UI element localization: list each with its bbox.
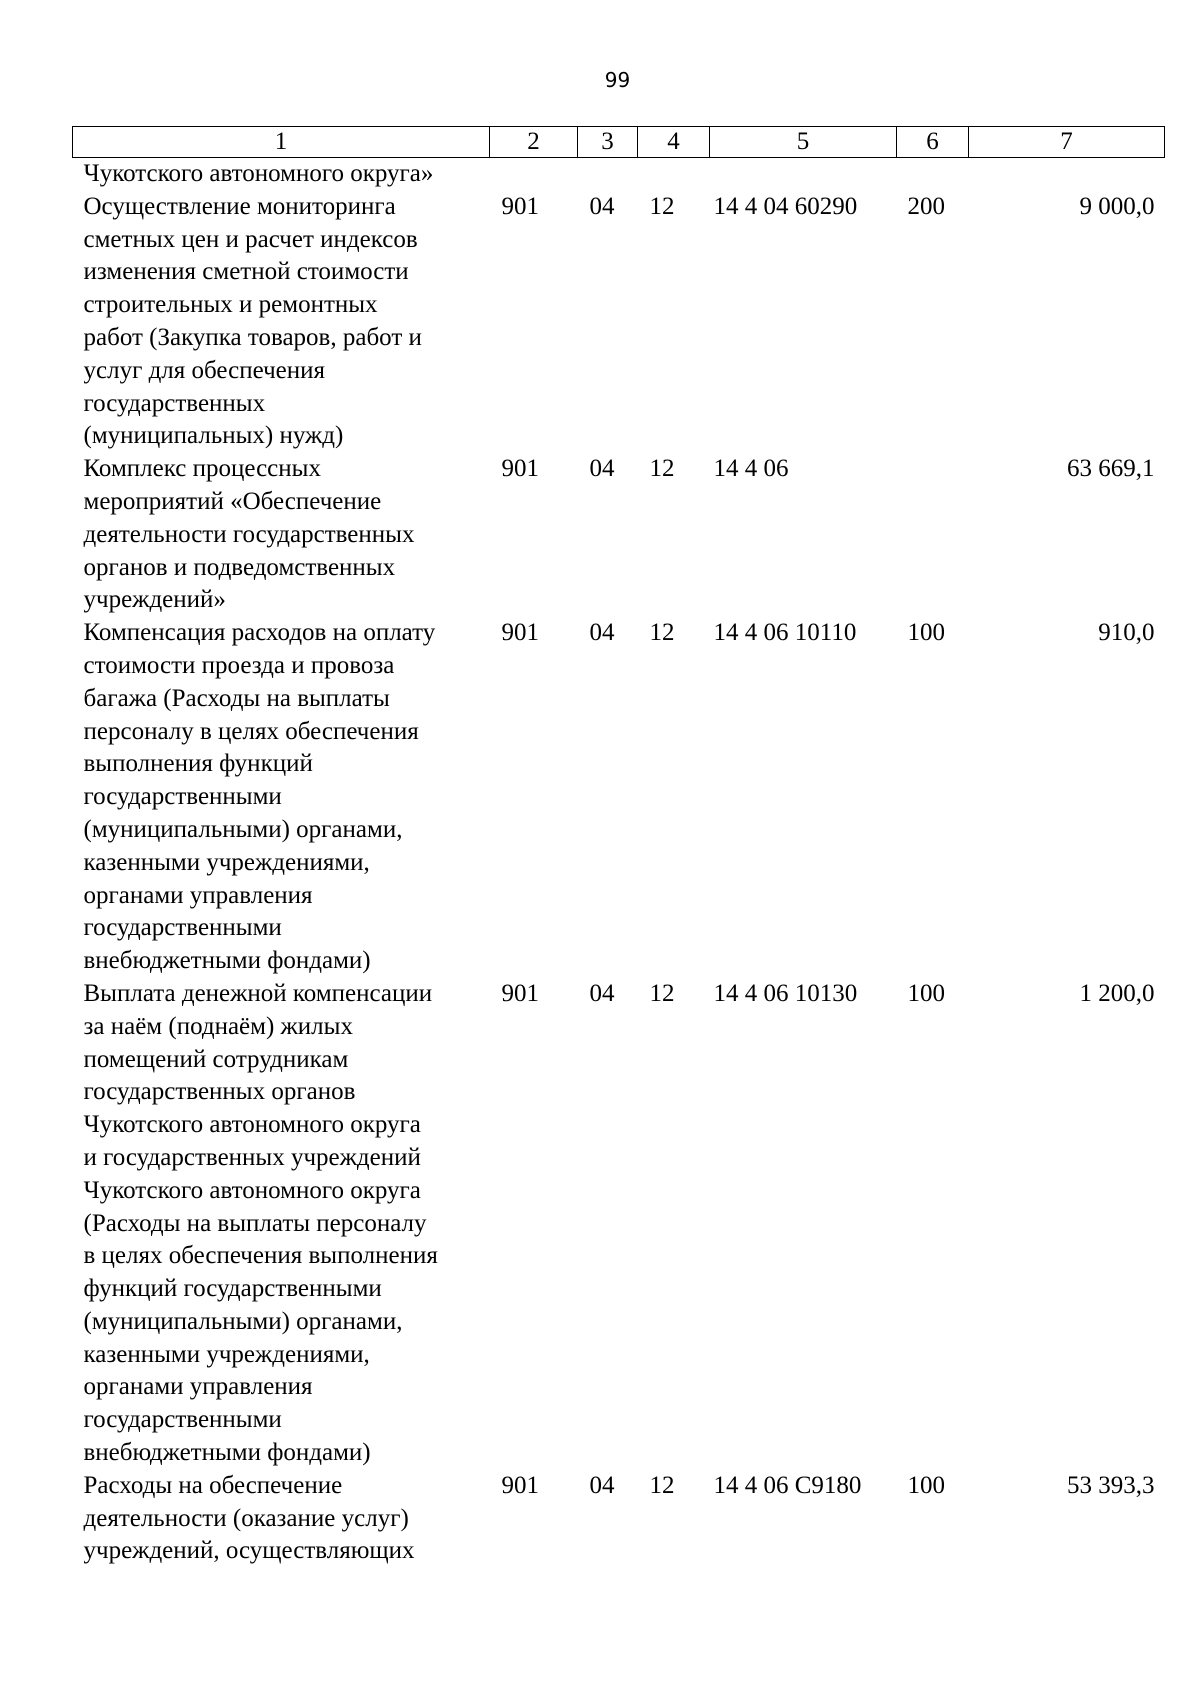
row-code-section: 04 [589, 979, 615, 1007]
row-code-ministry: 901 [501, 619, 539, 647]
row-amount: 1 200,0 [1079, 979, 1155, 1007]
row-code-target: 14 4 06 C9180 [713, 1471, 862, 1499]
column-header-7: 7 [969, 127, 1165, 158]
row-name: Чукотского автономного округа» [83, 160, 434, 187]
column-header-6: 6 [897, 127, 969, 158]
row-code-ministry: 901 [501, 192, 539, 220]
row-code-subsection: 12 [649, 1471, 675, 1499]
row-code-expense-type: 100 [907, 1471, 945, 1499]
row-name: Комплекс процессных мероприятий «Обеспечение деятельности государственных органов и подведомственных учреждений» [83, 455, 415, 614]
row-code-ministry: 901 [501, 1471, 539, 1499]
row-code-target: 14 4 06 [713, 455, 789, 483]
row-code-target: 14 4 06 10110 [713, 619, 857, 647]
row-code-ministry: 901 [501, 979, 539, 1007]
row-code-subsection [638, 158, 710, 191]
row-code-expense-type [897, 453, 969, 617]
row-code-ministry: 901 [501, 455, 539, 483]
row-code-subsection: 12 [649, 192, 675, 220]
row-code-target: 14 4 04 60290 [713, 192, 858, 220]
row-name: Осуществление мониторинга сметных цен и расчет индексов изменения сметной стоимости строительных и ремонтных работ (Закупка товаров, работ и услуг для обеспечения государственных (муниципальных) нужд) [83, 192, 422, 450]
column-header-4: 4 [638, 127, 710, 158]
row-code-expense-type: 200 [907, 192, 945, 220]
row-name: Выплата денежной компенсации за наём (поднаём) жилых помещений сотрудникам государственных органов Чукотского автономного округа и государственных учреждений Чукотского автономного округа (Расходы на выплаты персоналу в целях обеспечения выполнения функций государственными (муниципальными) органами, казенными учреждениями, органами управления государственными внебюджетными фондами) [83, 979, 438, 1467]
table-row [73, 1470, 1165, 1568]
table-row [73, 978, 1165, 1470]
budget-table [72, 126, 1165, 1568]
row-code-section [578, 158, 638, 191]
row-amount [969, 158, 1165, 191]
column-header-3: 3 [578, 127, 638, 158]
column-header-1: 1 [73, 127, 490, 158]
row-amount: 910,0 [1098, 619, 1155, 647]
header-row [73, 127, 1165, 158]
row-code-expense-type: 100 [907, 979, 945, 1007]
page-number: 99 [604, 68, 631, 92]
row-code-section: 04 [589, 455, 615, 483]
row-code-expense-type [897, 158, 969, 191]
row-amount: 9 000,0 [1079, 192, 1155, 220]
table-row [73, 158, 1165, 191]
row-code-section: 04 [589, 619, 615, 647]
table-row [73, 191, 1165, 453]
row-code-expense-type: 100 [907, 619, 945, 647]
row-name: Расходы на обеспечение деятельности (оказание услуг) учреждений, осуществляющих [83, 1471, 415, 1565]
row-amount: 53 393,3 [1067, 1471, 1155, 1499]
row-code-subsection: 12 [649, 455, 675, 483]
column-header-5: 5 [710, 127, 897, 158]
row-code-subsection: 12 [649, 619, 675, 647]
row-code-subsection: 12 [649, 979, 675, 1007]
row-name: Компенсация расходов на оплату стоимости проезда и провоза багажа (Расходы на выплаты персоналу в целях обеспечения выполнения функций государственными (муниципальными) органами, казенными учреждениями, органами управления государственными внебюджетными фондами) [83, 619, 436, 975]
row-amount: 63 669,1 [1067, 455, 1155, 483]
row-code-ministry [490, 158, 578, 191]
table-row [73, 453, 1165, 617]
row-code-section: 04 [589, 1471, 615, 1499]
column-header-2: 2 [490, 127, 578, 158]
table-row [73, 617, 1165, 978]
row-code-section: 04 [589, 192, 615, 220]
row-code-target [710, 158, 897, 191]
row-code-target: 14 4 06 10130 [713, 979, 858, 1007]
